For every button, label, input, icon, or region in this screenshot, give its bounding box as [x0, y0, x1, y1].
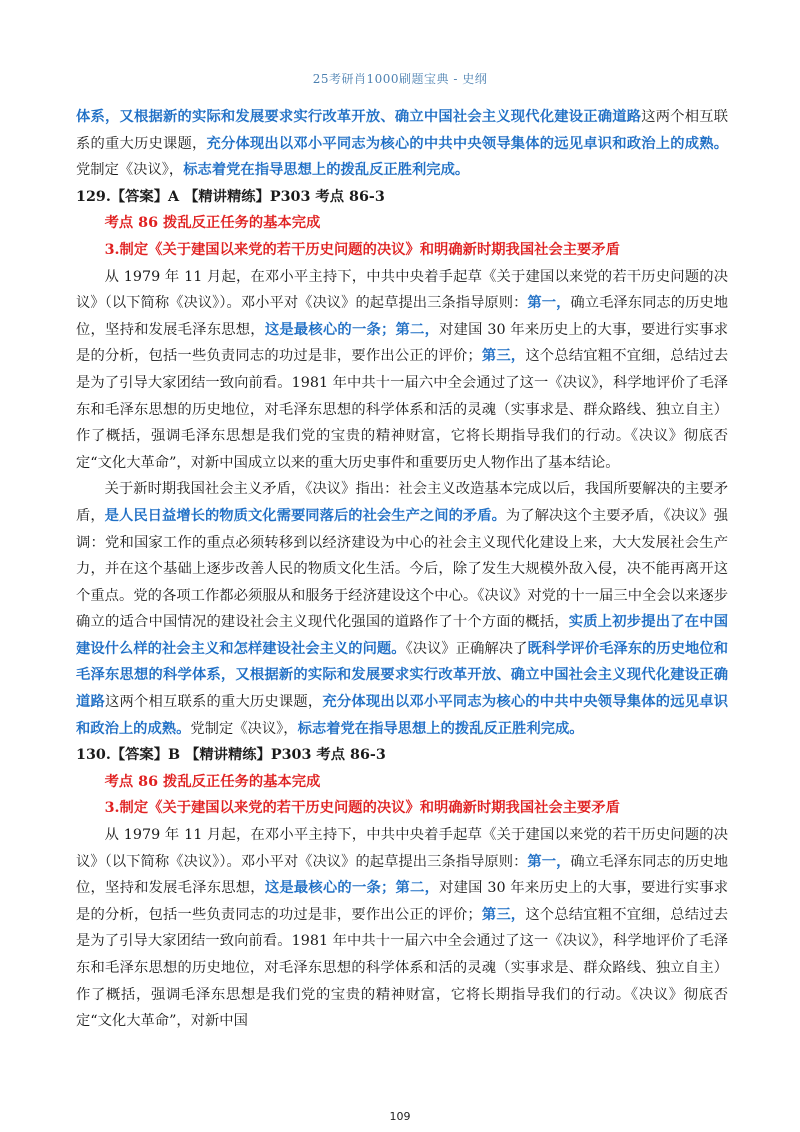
topic-heading: 考点 86 拨乱反正任务的基本完成 — [104, 773, 321, 790]
body-text: 确立毛泽东同志的历史地位，坚持和发展毛泽东思想， — [76, 295, 729, 338]
body-text: 这个总结宜粗不宜细，总结过去是为了引导大家团结一致向前看。1981 年中共十一届六中全会通过了这一《决议》，科学地评价了毛泽东和毛泽东思想的历史地位，对毛泽东思想的科学体系和活的灵魂（实事求是、群众路线、独立自主）作了概括，强调毛泽东思想是我们党的宝贵的精神财富，它将长期指导我们的行动。《决议》彻底否定“文化大革命”，对新中国 — [76, 906, 729, 1030]
answer-line-129: 129.【答案】A 【精讲精练】P303 考点 86-3 — [76, 188, 385, 205]
intro-paragraph — [76, 104, 728, 184]
topic-heading: 考点 86 拨乱反正任务的基本完成 — [104, 215, 321, 232]
highlight-text: 体系，又根据新的实际和发展要求实行改革开放、确立中国社会主义现代化建设正确道路 — [76, 109, 642, 125]
answer-line-130: 130.【答案】B 【精讲精练】P303 考点 86-3 — [76, 747, 386, 764]
body-text: 从 1979 年 11 月起，在邓小平主持下，中共中央着手起草《关于建国以来党的若干历史问题的决议》（以下简称《决议》）。邓小平对《决议》的起草提出三条指导原则： — [76, 827, 728, 870]
highlight-text: 第一， — [527, 853, 571, 870]
paragraph — [76, 264, 728, 477]
highlight-text: 既科学评价毛泽东的历史地位和毛泽东思想的科学体系，又根据新的实际和发展要求实行改革开放、确立中国社会主义现代化建设正确道路 — [76, 640, 729, 711]
highlight-text: 实质上初步提出了在中国建设什么样的社会主义和怎样建设社会主义的问题。 — [76, 614, 729, 657]
body-text: 《决议》正确解决了 — [405, 640, 528, 657]
body-text: 这个总结宜粗不宜细，总结过去是为了引导大家团结一致向前看。1981 年中共十一届六中全会通过了这一《决议》，科学地评价了毛泽东和毛泽东思想的历史地位，对毛泽东思想的科学体系和活的灵魂（实事求是、群众路线、独立自主）作了概括，强调毛泽东思想是我们党的宝贵的精神财富，它将长期指导我们的行动。《决议》彻底否定“文化大革命”，对新中国成立以来的重大历史事件和重要历史人物作出了基本结论。 — [76, 348, 729, 471]
body-text: 从 1979 年 11 月起，在邓小平主持下，中共中央着手起草《关于建国以来党的若干历史问题的决议》（以下简称《决议》）。邓小平对《决议》的起草提出三条指导原则： — [76, 268, 728, 312]
highlight-text: 充分体现出以邓小平同志为核心的中共中央领导集体的远见卓识和政治上的成熟。 — [76, 694, 729, 737]
body-text: 对建国 30 年来历史上的大事，要进行实事求是的分析，包括一些负责同志的功过是非，要作出公正的评价； — [76, 880, 729, 923]
subtopic-heading: 3.制定《关于建国以来党的若干历史问题的决议》和明确新时期我国社会主要矛盾 — [104, 800, 620, 817]
page-header: 25考研肖1000刷题宝典 - 史纲 — [312, 72, 488, 86]
highlight-text: 是人民日益增长的物质文化需要同落后的社会生产之间的矛盾。 — [104, 507, 506, 524]
body-text: 这两个相互联系的重大历史课题， — [105, 694, 323, 711]
body-text: 确立毛泽东同志的历史地位，坚持和发展毛泽东思想， — [76, 853, 729, 897]
page-number: 109 — [389, 1110, 411, 1123]
highlight-text: 这是最核心的一条；第二， — [264, 321, 440, 338]
highlight-text: 第一， — [527, 295, 571, 312]
highlight-text: 这是最核心的一条；第二， — [264, 880, 440, 897]
highlight-text: 充分体现出以邓小平同志为核心的中共中央领导集体的远见卓识和政治上的成熟。 — [206, 135, 729, 152]
body-text: 这两个相互联系的重大历史课题， — [76, 109, 728, 152]
highlight-text: 第三， — [481, 906, 526, 923]
highlight-text: 标志着党在指导思想上的拨乱反正胜利完成。 — [297, 720, 584, 737]
body-text: 党制定《决议》， — [190, 720, 298, 737]
document-body — [76, 104, 728, 1035]
body-text: 为了解决这个主要矛盾，《决议》强调：党和国家工作的重点必须转移到以经济建设为中心的社会主义现代化建设上来，大大发展社会生产力，并在这个基础上逐步改善人民的物质文化生活。今后，除了发生大规模外敌入侵，决不能再离开这个重点。党的各项工作都必须服从和服务于经济建设这个中心。《决议》对党的十一届三中全会以来逐步确立的适合中国情况的建设社会主义现代化强国的道路作了十个方面的概括， — [76, 507, 728, 631]
highlight-text: 第三， — [481, 348, 526, 365]
paragraph — [76, 476, 728, 742]
body-text: 关于新时期我国社会主义矛盾，《决议》指出：社会主义改造基本完成以后，我国所要解决的主要矛盾， — [76, 481, 728, 524]
highlight-text: 标志着党在指导思想上的拨乱反正胜利完成。 — [183, 162, 470, 179]
paragraph — [76, 822, 728, 1035]
body-text: 对建国 30 年来历史上的大事，要进行实事求是的分析，包括一些负责同志的功过是非，要作出公正的评价； — [76, 321, 729, 365]
body-text: 党制定《决议》， — [76, 162, 184, 179]
subtopic-heading: 3.制定《关于建国以来党的若干历史问题的决议》和明确新时期我国社会主要矛盾 — [104, 241, 620, 258]
